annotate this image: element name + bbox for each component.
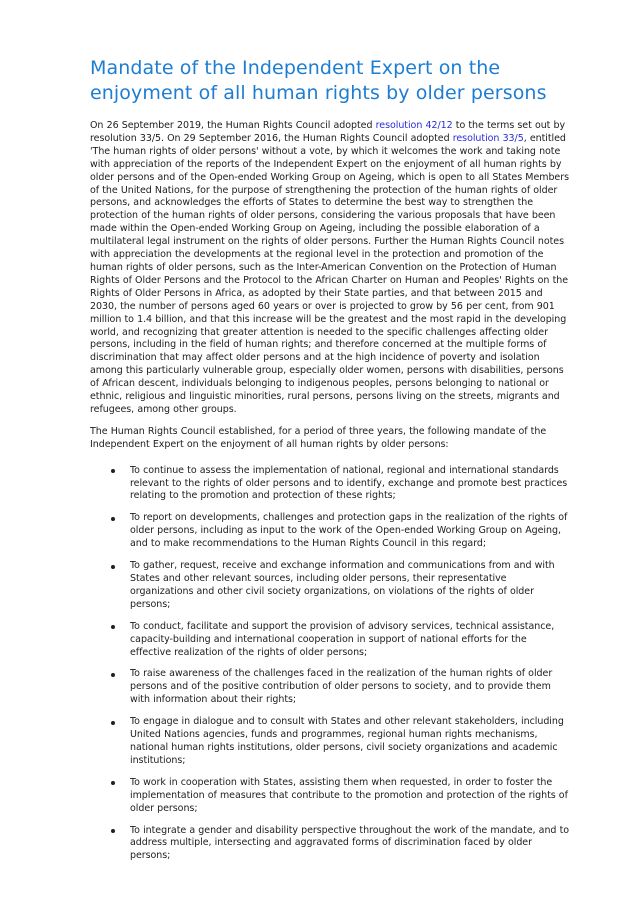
link-resolution-42-12[interactable]: resolution 42/12	[375, 120, 453, 131]
list-item: To raise awareness of the challenges faced in the realization of the human rights of older persons and of the positive contribution of older persons to society, and to provide them with information about their rights;	[90, 668, 570, 707]
list-item: To continue to assess the implementation of national, regional and international standards relevant to the rights of older persons and to identify, exchange and promote best practices relating to the promotion and protection of these rights;	[90, 465, 570, 504]
link-resolution-33-5[interactable]: resolution 33/5	[452, 132, 524, 144]
list-item: To conduct, facilitate and support the provision of advisory services, technical assistance, capacity-building and international cooperation in support of national efforts for the effective realization of the rights of older persons;	[90, 621, 570, 660]
intro-text-2: to the terms set out by resolution 33/5. On 29 September 2016, the Human Rights Council adopted	[90, 120, 566, 144]
mandate-list	[90, 465, 570, 864]
list-item: To work in cooperation with States, assisting them when requested, in order to foster the implementation of measures that contribute to the promotion and protection of the rights of older persons;	[90, 777, 570, 816]
intro-paragraph	[90, 120, 570, 417]
mandate-lead-paragraph: The Human Rights Council established, for a period of three years, the following mandate of the Independent Expert on the enjoyment of all human rights by older persons:	[90, 425, 547, 450]
page-title: Mandate of the Independent Expert on the enjoyment of all human rights by older persons	[90, 57, 547, 104]
list-item: To report on developments, challenges and protection gaps in the realization of the rights of older persons, including as input to the work of the Open-ended Working Group on Ageing, and to make recommendations to the Human Rights Council in this regard;	[90, 512, 570, 551]
list-item: To engage in dialogue and to consult with States and other relevant stakeholders, including United Nations agencies, funds and programmes, regional human rights mechanisms, national human rights institutions, older persons, civil society organizations and academic institutions;	[90, 716, 570, 768]
intro-text-1: On 26 September 2019, the Human Rights Council adopted	[90, 120, 376, 131]
intro-text-3: , entitled 'The human rights of older persons' without a vote, by which it welcomes the work and taking note with appreciation of the reports of the Independent Expert on the enjoyment of all human rights by older persons and of the Open-ended Working Group on Ageing, which is open to all States Members of the United Nations, for the purpose of strengthening the protection of the human rights of older persons, and acknowledges the efforts of States to determine the best way to strengthen the protection of the human rights of older persons, considering the various proposals that have been made within the Open-ended Working Group on Ageing, including the possible elaboration of a multilateral legal instrument on the rights of older persons. Further the Human Rights Council notes with appreciation the developments at the regional level in the protection and promotion of the human rights of older persons, such as the Inter-American Convention on the Protection of Human Rights of Older Persons and the Protocol to the African Charter on Human and Peoples' Rights on the Rights of Older Persons in Africa, as adopted by their State parties, and that between 2015 and 2030, the number of persons aged 60 years or over is projected to grow by 56 per cent, from 901 million to 1.4 billion, and that this increase will be the greatest and the most rapid in the developing world, and recognizing that greater attention is needed to the specific challenges affecting older persons, including in the field of human rights; and therefore concerned at the multiple forms of discrimination that may affect older persons and at the high incidence of poverty and isolation among this particularly vulnerable group, especially older women, persons with disabilities, persons of African descent, individuals belonging to indigenous peoples, persons belonging to national or ethnic, religious and linguistic minorities, rural persons, persons living on the streets, migrants and refugees, among other groups.	[90, 132, 569, 415]
list-item: To integrate a gender and disability perspective throughout the work of the mandate, and to address multiple, intersecting and aggravated forms of discrimination faced by older persons;	[90, 825, 570, 864]
list-item: To gather, request, receive and exchange information and communications from and with States and other relevant sources, including older persons, their representative organizations and other civil society organizations, on violations of the rights of older persons;	[90, 560, 570, 612]
